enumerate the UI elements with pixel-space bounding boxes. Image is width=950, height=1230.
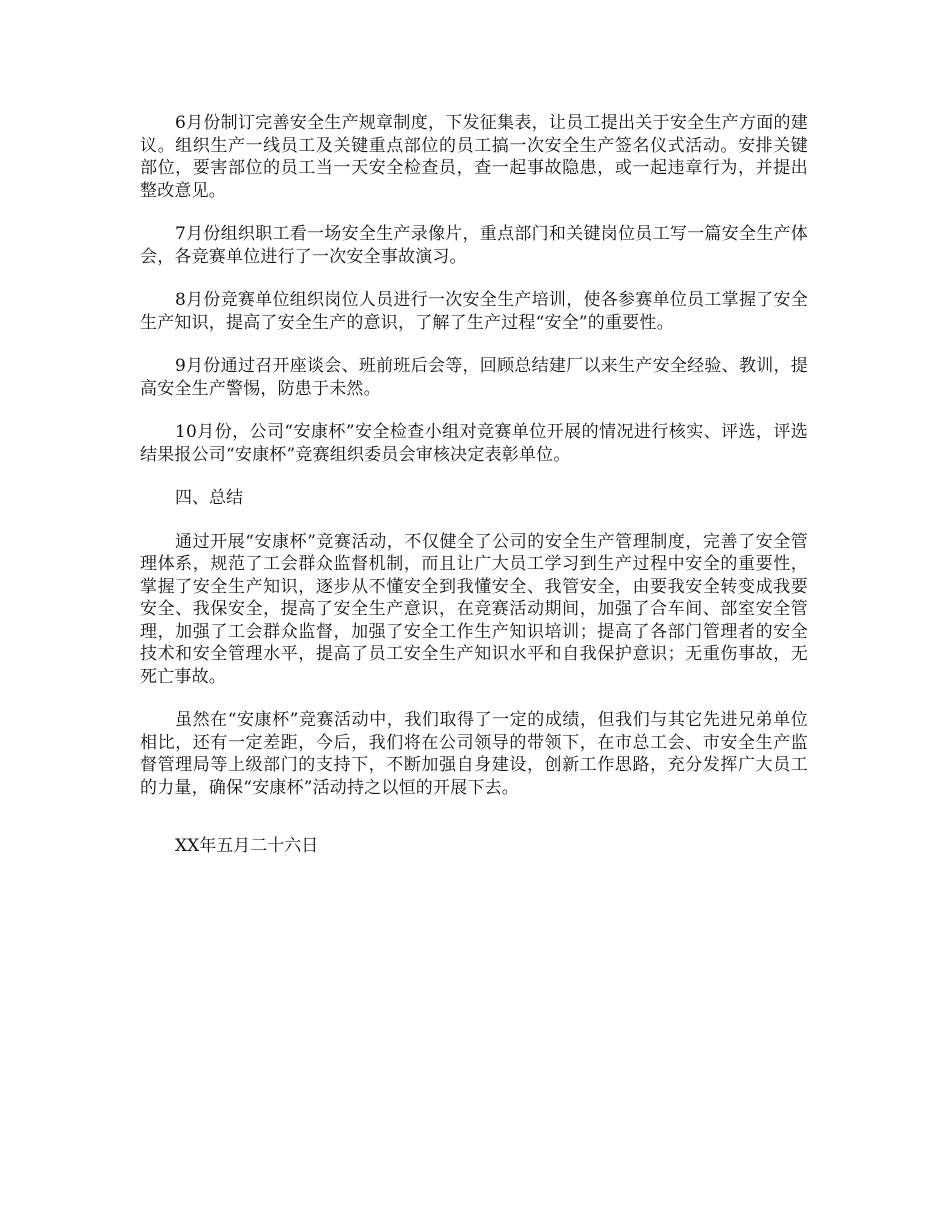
paragraph-summary-2: 虽然在“安康杯”竞赛活动中，我们取得了一定的成绩，但我们与其它先进兄弟单位相比，还有一定差距，今后，我们将在公司领导的带领下，在市总工会、市安全生产监督管理局等上级部门的支持下，不断加强自身建设，创新工作思路，充分发挥广大员工的力量，确保“安康杯”活动持之以恒的开展下去。 xyxy=(140,710,808,798)
document-body xyxy=(140,112,808,820)
paragraph-august: 8月份竞赛单位组织岗位人员进行一次安全生产培训，使各参赛单位员工掌握了安全生产知识，提高了安全生产的意识，了解了生产过程“安全”的重要性。 xyxy=(140,290,808,333)
section-heading-summary: 四、总结 xyxy=(175,488,243,508)
paragraph-september: 9月份通过召开座谈会、班前班后会等，回顾总结建厂以来生产安全经验、教训，提高安全生产警惕，防患于未然。 xyxy=(140,356,808,399)
document-date: XX年五月二十六日 xyxy=(175,836,319,856)
paragraph-july: 7月份组织职工看一场安全生产录像片，重点部门和关键岗位员工写一篇安全生产体会，各竞赛单位进行了一次安全事故演习。 xyxy=(140,224,808,267)
paragraph-october: 10月份，公司“安康杯”安全检查小组对竞赛单位开展的情况进行核实、评选，评选结果报公司“安康杯”竞赛组织委员会审核决定表彰单位。 xyxy=(140,422,808,465)
paragraph-summary-1: 通过开展“安康杯”竞赛活动，不仅健全了公司的安全生产管理制度，完善了安全管理体系，规范了工会群众监督机制，而且让广大员工学习到生产过程中安全的重要性，掌握了安全生产知识，逐步从不懂安全到我懂安全、我管安全，由要我安全转变成我要安全、我保安全，提高了安全生产意识，在竞赛活动期间，加强了合车间、部室安全管理，加强了工会群众监督，加强了安全工作生产知识培训；提高了各部门管理者的安全技术和安全管理水平，提高了员工安全生产知识水平和自我保护意识；无重伤事故，无死亡事故。 xyxy=(140,531,808,687)
paragraph-june: 6月份制订完善安全生产规章制度，下发征集表，让员工提出关于安全生产方面的建议。组织生产一线员工及关键重点部位的员工搞一次安全生产签名仪式活动。安排关键部位，要害部位的员工当一天安全检查员，查一起事故隐患，或一起违章行为，并提出整改意见。 xyxy=(140,113,808,201)
